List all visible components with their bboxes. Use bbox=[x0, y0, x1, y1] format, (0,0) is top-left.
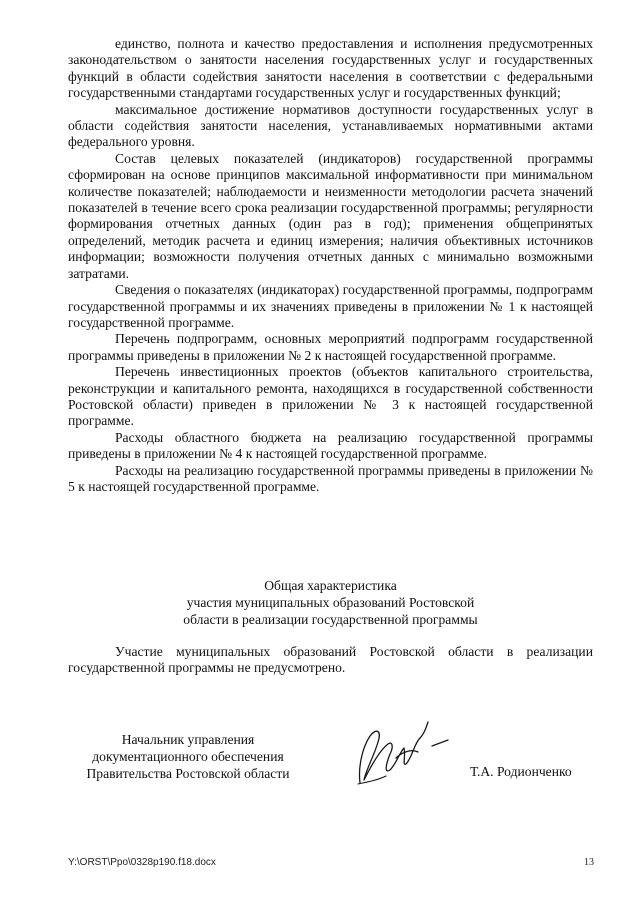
paragraph: Расходы на реализацию государственной программы приведены в приложении № 5 к настоящей государственной программе. bbox=[68, 462, 593, 494]
paragraph: Участие муниципальных образований Ростовской области в реализации государственной программы не предусмотрено. bbox=[68, 644, 593, 676]
footer-file-path: Y:\ORST\Ppo\0328p190.f18.docx bbox=[68, 857, 216, 868]
signatory-title-line: Правительства Ростовской области bbox=[86, 766, 290, 781]
signatory-title bbox=[68, 731, 308, 782]
paragraph: Расходы областного бюджета на реализацию государственной программы приведены в приложении № 4 к настоящей государственной программе. bbox=[68, 429, 593, 462]
signatory-title-line: документационного обеспечения bbox=[92, 749, 284, 764]
paragraph: Перечень инвестиционных проектов (объектов капитального строительства, реконструкции и капитального ремонта, находящихся в государственной собственности Ростовской области) приведен в приложении № 3 к настоящей государственной программе. bbox=[68, 364, 593, 429]
body-text bbox=[68, 36, 593, 495]
heading-line: участия муниципальных образований Ростовской bbox=[186, 595, 475, 610]
paragraph: Перечень подпрограмм, основных мероприятий подпрограмм государственной программы приведены в приложении № 2 к настоящей государственной программе. bbox=[68, 331, 593, 363]
paragraph: Состав целевых показателей (индикаторов) государственной программы сформирован на основе принципов максимальной информативности при минимальном количестве показателей; наблюдаемости и неизменности методологии расчета значений показателей в течение всего срока реализации государственной программы; регулярности формирования отчетных данных (один раз в год); применения общепринятых определений, методик расчета и единиц измерения; наличия объективных источников информации; возможности получения отчетных данных с минимально возможными затратами. bbox=[68, 150, 593, 281]
handwritten-signature bbox=[340, 708, 460, 793]
page-number: 13 bbox=[584, 857, 594, 868]
section-heading bbox=[68, 577, 593, 628]
heading-line: Общая характеристика bbox=[264, 578, 397, 593]
paragraph: Сведения о показателях (индикаторах) государственной программы, подпрограмм государственной программы и их значениях приведены в приложении № 1 к настоящей государственной программе. bbox=[68, 282, 593, 330]
heading-line: области в реализации государственной программы bbox=[183, 612, 478, 627]
participation-section bbox=[68, 644, 593, 677]
paragraph: единство, полнота и качество предоставления и исполнения предусмотренных законодательством о занятости населения государственных услуг и государственных функций в области содействия занятости населения в соответствии с федеральными государственными стандартами государственных услуг и государственных функций; bbox=[68, 36, 593, 101]
signatory-name: Т.А. Родионченко bbox=[470, 764, 572, 779]
paragraph: максимальное достижение нормативов доступности государственных услуг в области содействия занятости населения, устанавливаемых нормативными актами федерального уровня. bbox=[68, 101, 593, 150]
signatory-title-line: Начальник управления bbox=[121, 732, 255, 747]
